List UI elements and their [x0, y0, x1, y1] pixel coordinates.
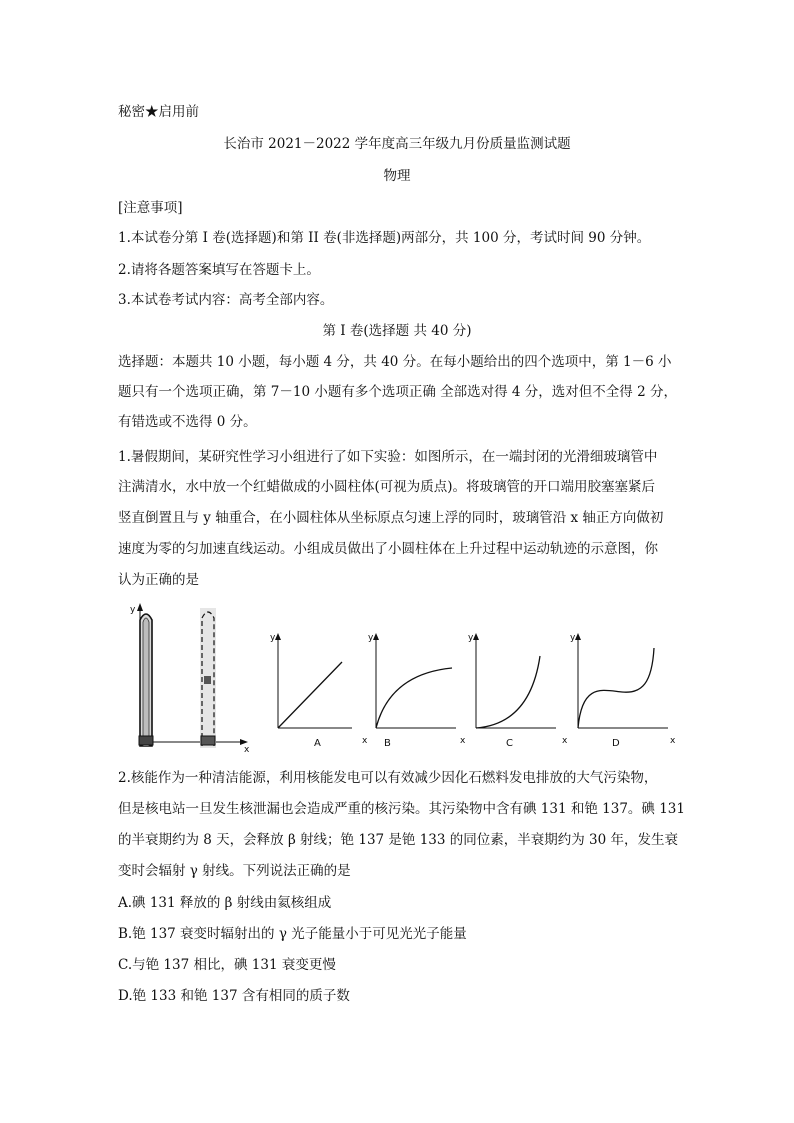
- q1-line: 竖直倒置且与 y 轴重合，在小圆柱体从坐标原点匀速上浮的同时，玻璃管沿 x 轴正方向做初: [118, 510, 664, 526]
- svg-text:y: y: [368, 633, 374, 643]
- q2-choice-c: C.与铯 137 相比，碘 131 衰变更慢: [118, 957, 336, 973]
- q2-line: 变时会辐射 γ 射线。下列说法正确的是: [118, 863, 351, 879]
- option-label-d: D: [612, 738, 620, 749]
- trajectory-curve: [476, 656, 540, 728]
- q1-line: 1.暑假期间，某研究性学习小组进行了如下实验：如图所示，在一端封闭的光滑细玻璃管中: [118, 449, 658, 465]
- option-graph-d: [562, 628, 676, 749]
- instruction-line: 选择题：本题共 10 小题，每小题 4 分，共 40 分。在每小题给出的四个选项中，第 1－6 小: [118, 354, 672, 370]
- svg-text:x: x: [460, 736, 466, 746]
- tube-apparatus-figure: [118, 600, 268, 755]
- q1-line: 认为正确的是: [118, 572, 199, 588]
- option-label-b: B: [384, 738, 391, 749]
- svg-text:y: y: [270, 633, 276, 643]
- axis-x-label: x: [244, 745, 250, 755]
- note-item: 3.本试卷考试内容：高考全部内容。: [118, 292, 334, 308]
- svg-text:x: x: [670, 736, 676, 746]
- subject-title: 物理: [383, 168, 411, 184]
- confidential-mark: 秘密★启用前: [118, 104, 199, 120]
- section-title: 第 I 卷(选择题 共 40 分): [322, 323, 472, 339]
- axis-y-label: y: [130, 605, 136, 615]
- trajectory-curve: [578, 648, 654, 728]
- note-item: 1.本试卷分第 I 卷(选择题)和第 II 卷(非选择题)两部分，共 100 分，考试时间 90 分钟。: [118, 230, 651, 246]
- option-label-a: A: [314, 738, 321, 749]
- svg-text:y: y: [570, 633, 576, 643]
- q2-line: 但是核电站一旦发生核泄漏也会造成严重的核污染。其污染物中含有碘 131 和铯 137。碘 131: [118, 801, 685, 817]
- q2-choice-b: B.铯 137 衰变时辐射出的 γ 光子能量小于可见光光子能量: [118, 926, 467, 942]
- q2-choice-a: A.碘 131 释放的 β 射线由氦核组成: [118, 895, 332, 911]
- note-item: 2.请将各题答案填写在答题卡上。: [118, 262, 320, 278]
- instruction-line: 有错选或不选得 0 分。: [118, 414, 257, 430]
- option-label-c: C: [506, 738, 513, 749]
- instruction-line: 题只有一个选项正确，第 7－10 小题有多个选项正确 全部选对得 4 分，选对但不全得 2 分，: [118, 384, 677, 400]
- option-graph-b: [362, 628, 460, 749]
- q1-line: 速度为零的匀加速直线运动。小组成员做出了小圆柱体在上升过程中运动轨迹的示意图，你: [118, 541, 658, 557]
- option-graph-a: [270, 628, 360, 748]
- trajectory-curve: [376, 668, 452, 728]
- notes-heading: [注意事项]: [118, 200, 183, 216]
- svg-text:x: x: [562, 736, 568, 746]
- exam-title: 长治市 2021－2022 学年度高三年级九月份质量监测试题: [223, 136, 571, 152]
- option-graph-c: [460, 628, 560, 749]
- svg-text:y: y: [468, 633, 474, 643]
- q1-line: 注满清水，水中放一个红蜡做成的小圆柱体(可视为质点)。将玻璃管的开口端用胶塞塞紧后: [118, 479, 656, 495]
- trajectory-line: [278, 662, 342, 728]
- q2-line: 的半衰期约为 8 天，会释放 β 射线；铯 137 是铯 133 的同位素，半衰期约为 30 年，发生衰: [118, 832, 679, 848]
- q2-choice-d: D.铯 133 和铯 137 含有相同的质子数: [118, 988, 350, 1004]
- q2-line: 2.核能作为一种清洁能源，利用核能发电可以有效减少因化石燃料发电排放的大气污染物，: [118, 770, 658, 786]
- svg-text:x: x: [362, 736, 368, 746]
